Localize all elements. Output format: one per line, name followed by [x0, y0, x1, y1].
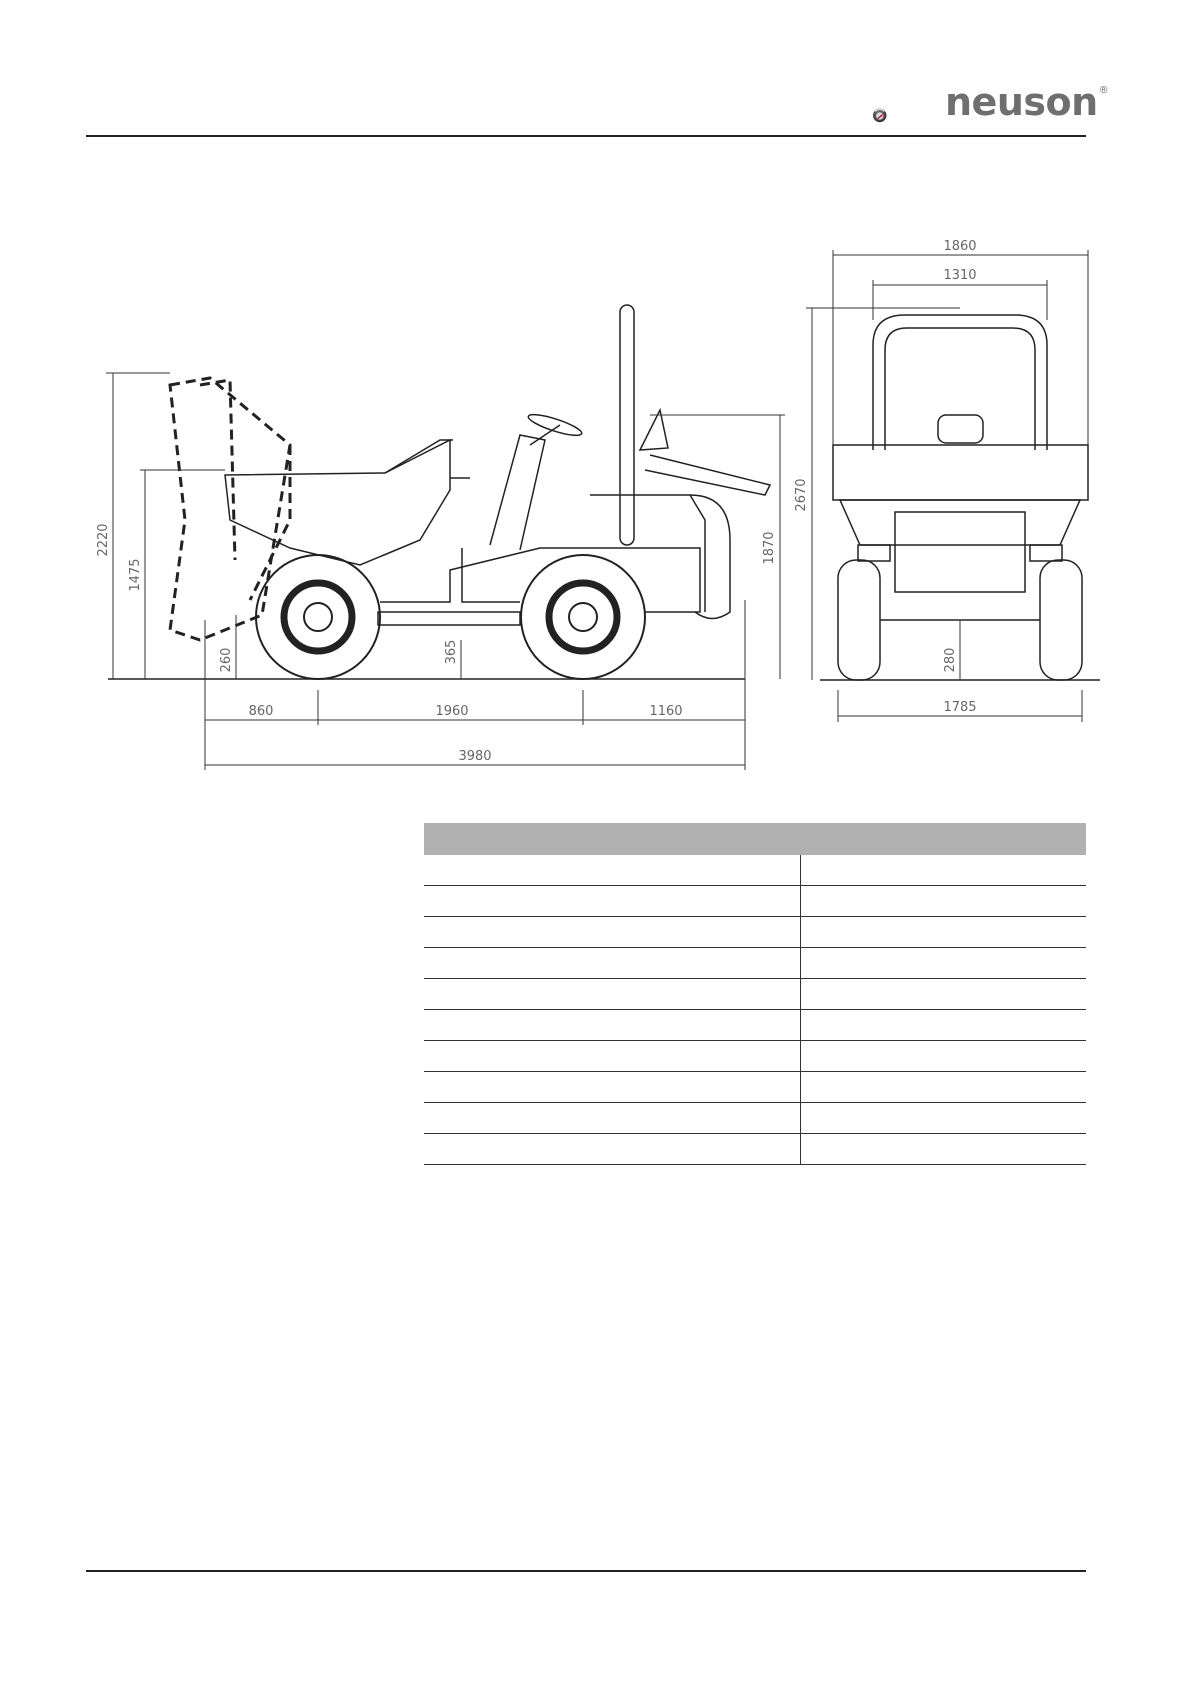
spec-value [801, 1041, 1086, 1071]
spec-label [424, 886, 801, 916]
dim-overall-length: 3980 [458, 749, 492, 764]
spec-label [424, 855, 801, 885]
spec-value [801, 948, 1086, 978]
spec-value [801, 855, 1086, 885]
dim-height-max: 2220 [96, 523, 111, 557]
table-row [424, 1072, 1086, 1103]
spec-label [424, 1041, 801, 1071]
dim-height-rollbar: 1870 [762, 531, 777, 565]
spec-value [801, 1103, 1086, 1133]
dim-ground-clearance-front: 280 [943, 647, 958, 673]
table-row [424, 948, 1086, 979]
dim-skip-width: 1310 [943, 268, 977, 283]
dim-track-width: 1785 [943, 700, 977, 715]
spec-label [424, 1010, 801, 1040]
dim-clearance-dump: 260 [219, 647, 234, 673]
spec-label [424, 1072, 801, 1102]
spec-value [801, 917, 1086, 947]
spec-value [801, 979, 1086, 1009]
spec-table-header [424, 823, 1086, 855]
spec-value [801, 1072, 1086, 1102]
specification-table [424, 823, 1086, 1165]
dim-height-dump: 1475 [128, 558, 143, 592]
spec-label [424, 948, 801, 978]
table-row [424, 1010, 1086, 1041]
dim-rear-overhang: 1160 [649, 704, 683, 719]
dim-overall-height: 2670 [794, 478, 809, 512]
table-row [424, 1041, 1086, 1072]
table-row [424, 917, 1086, 948]
dim-ground-clearance-side: 365 [444, 639, 459, 665]
spec-value [801, 886, 1086, 916]
brand-name: neuson [945, 80, 1098, 124]
registered-mark: ® [1098, 85, 1109, 96]
spec-label [424, 917, 801, 947]
spec-label [424, 1103, 801, 1133]
spec-label [424, 1134, 801, 1164]
dumper-dimension-drawing [0, 0, 1190, 800]
footer-rule [86, 1570, 1086, 1572]
dim-overall-width: 1860 [943, 239, 977, 254]
table-row [424, 1134, 1086, 1165]
table-row [424, 979, 1086, 1010]
table-row [424, 1103, 1086, 1134]
spec-value [801, 1134, 1086, 1164]
dim-front-overhang: 860 [248, 704, 274, 719]
spec-label [424, 979, 801, 1009]
spec-value [801, 1010, 1086, 1040]
table-row [424, 855, 1086, 886]
dim-wheelbase: 1960 [435, 704, 469, 719]
table-row [424, 886, 1086, 917]
